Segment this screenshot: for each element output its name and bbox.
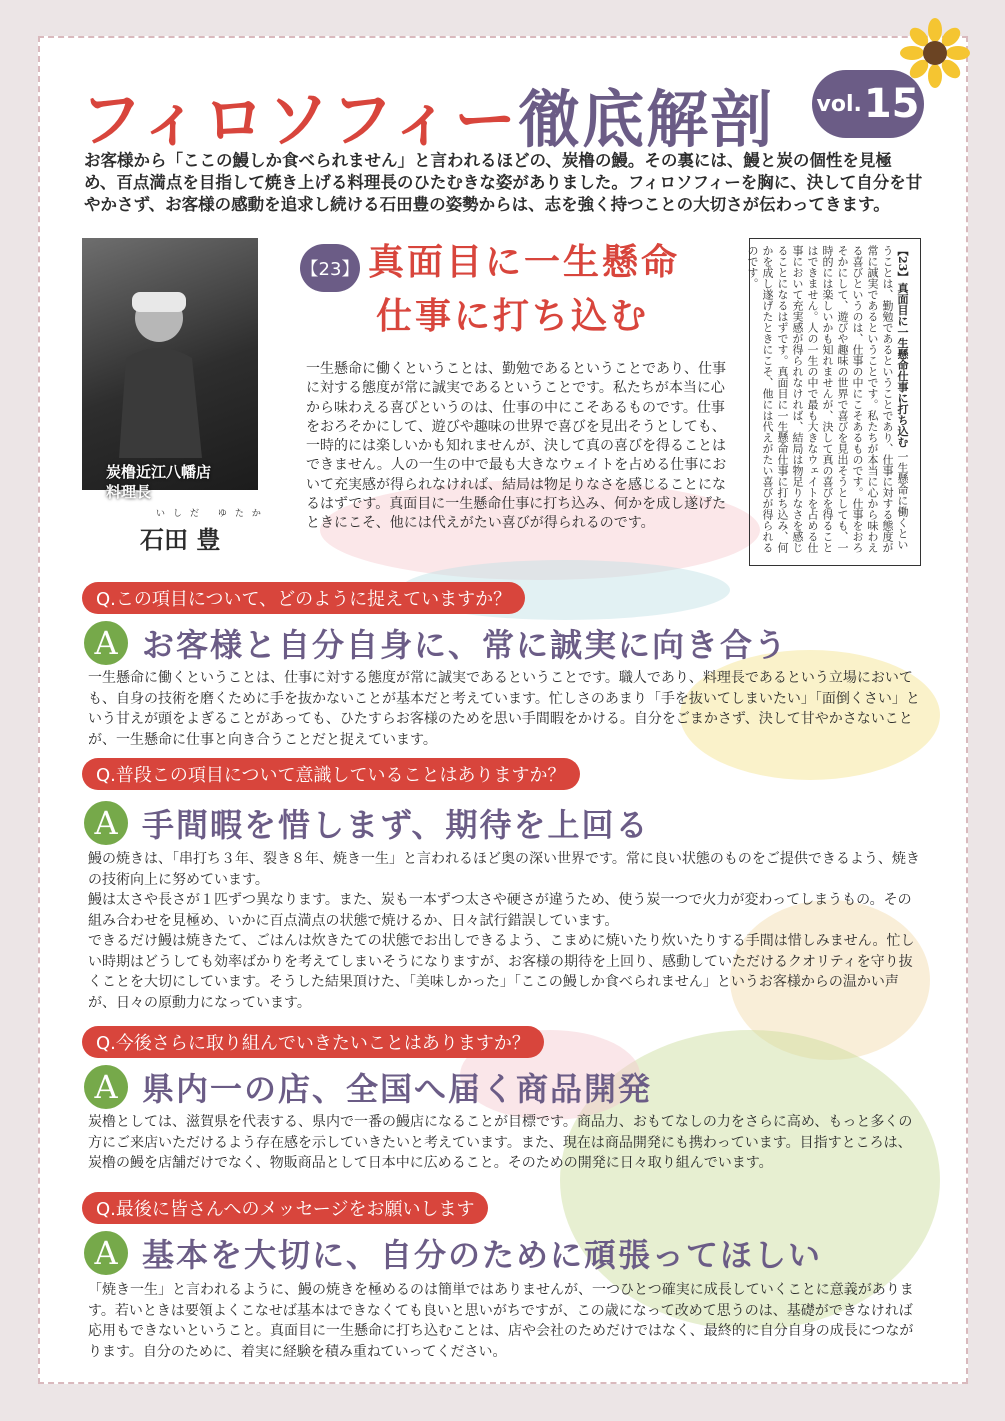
answer-mark: A bbox=[84, 1231, 128, 1275]
answer-4-title: 基本を大切に、自分のために頑張ってほしい bbox=[142, 1236, 823, 1274]
intro-text: お客様から「ここの鰻しか食べられません」と言われるほどの、炭橹の鰻。その裏には、鰻と炭の個性を見極め、百点満点を目指して焼き上げる料理長のひたむきな姿がありました。フィロソフィーを胸に、決して自分を甘やかさず、お客様の感動を追求し続ける石田豊の姿勢からは、志を強く持つことの大切さが伝わってきます。 bbox=[84, 151, 923, 214]
answer-3-body: 炭橹としては、滋賀県を代表する、県内で一番の鰻店になることが目標です。商品力、おもてなしの力をさらに高め、もっと多くの方にご来店いただけるよう存在感を示していきたいと考えています。また、現在は商品開発にも携わっています。目指すところは、炭橹の鰻を店舗だけでなく、物販商品として日本中に広めること。そのための開発に日々取り組んでいます。 bbox=[88, 1114, 913, 1171]
chef-silhouette bbox=[114, 278, 204, 458]
philosophy-number: 【23】 bbox=[300, 244, 360, 292]
answer-1-heading bbox=[84, 620, 788, 666]
vol-prefix: vol. bbox=[816, 91, 862, 117]
philosophy-vertical-box bbox=[746, 238, 921, 566]
photo-caption bbox=[106, 462, 211, 502]
title-accent: 徹底解剖 bbox=[518, 83, 775, 156]
answer-mark: A bbox=[84, 1065, 128, 1109]
answer-2-heading bbox=[84, 800, 649, 846]
person-photo bbox=[82, 238, 258, 501]
page-title bbox=[80, 70, 774, 159]
question-4: Q.最後に皆さんへのメッセージをお願いします bbox=[82, 1192, 488, 1224]
answer-2-body: 鰻の焼きは、「串打ち３年、裂き８年、焼き一生」と言われるほど奥の深い世界です。常に良い状態のものをご提供できるよう、焼きの技術向上に努めています。 鰻は太さや長さが１匹ずつ異なります。また、炭も一本ずつ太さや硬さが違うため、使う炭一つで火力が変わってしまうもの。その組み合わせを見極め、いかに百点満点の状態で焼けるか、日々試行錯誤しています。 できるだけ鰻は焼きたて、ごはんは炊きたての状態でお出しできるよう、こまめに焼いたり炊いたりする手間は惜しみません。忙しい時期はどうしても効率ばかりを考えてしまいそうになりますが、お客様の期待を上回り、感動していただけるクオリティを守り抜くことを大切にしています。そうした結果頂けた、「美味しかった」「ここの鰻しか食べられません」というお客様からの温かい声が、日々の原動力になっています。 bbox=[88, 851, 920, 1011]
question-3: Q.今後さらに取り組んでいきたいことはありますか？ bbox=[82, 1026, 544, 1058]
answer-2-title: 手間暇を惜しまず、期待を上回る bbox=[142, 806, 650, 844]
vertical-box-body: 一生懸命に働くということは、勤勉であるということであり、仕事に対する態度が常に誠実であるということです。私たちが本当に心から味わえる喜びというのは、仕事の中にこそあるものです。仕事をおろそかにして、遊びや趣味の世界で喜びを見出そうとしても、一時的には楽しいかも知れませんが、決して真の喜びを得ることはできません。人の一生の中で最も大きなウェイトを占める仕事において充実感が得られなければ、結局は物足りなさを感じることになるはずです。真面目に一生懸命仕事に打ち込み、何かを成し遂げたときにこそ、他には代えがたい喜びが得られるのです。 bbox=[746, 245, 909, 553]
heading-line1: 真面目に一生懸命 bbox=[368, 242, 681, 283]
volume-badge bbox=[812, 70, 924, 138]
answer-3-heading bbox=[84, 1064, 652, 1110]
answer-mark: A bbox=[84, 621, 128, 665]
title-main: フィロソフィー bbox=[80, 83, 519, 156]
philosophy-body: 一生懸命に働くということは、勤勉であるということであり、仕事に対する態度が常に誠実であるということです。私たちが本当に心から味わえる喜びというのは、仕事の中にこそあるものです。仕事をおろそかにして、遊びや趣味の世界で喜びを見出そうとしても、一時的には楽しいかも知れませんが、決して真の喜びを得ることはできません。人の一生の中で最も大きなウェイトを占める仕事において充実感が得られなければ、結局は物足りなさを感じることになるはずです。真面目に一生懸命仕事に打ち込み、何かを成し遂げたときにこそ、他には代えがたい喜びが得られるのです。 bbox=[306, 361, 727, 532]
answer-mark: A bbox=[84, 801, 128, 845]
answer-4-body: 「焼き一生」と言われるように、鰻の焼きを極めるのは簡単ではありませんが、一つひとつ確実に成長していくことに意義があります。若いときは要領よくこなせば基本はできなくても良いと思いがちですが、この歳になって改めて思うのは、基礎ができなければ応用もできないということ。真面目に一生懸命に打ち込むことは、店や会社のためだけではなく、最終的に自分自身の成長につながります。自分のために、着実に経験を積み重ねていってください。 bbox=[88, 1282, 914, 1360]
caption-store: 炭橹近江八幡店 bbox=[106, 463, 212, 481]
philosophy-heading bbox=[368, 236, 680, 344]
vertical-box-title: 【23】真面目に一生懸命仕事に打ち込む bbox=[896, 245, 909, 448]
question-1: Q.この項目について、どのように捉えていますか？ bbox=[82, 582, 525, 614]
heading-line2: 仕事に打ち込む bbox=[376, 296, 650, 337]
vol-number: 15 bbox=[863, 81, 920, 127]
answer-1-body: 一生懸命に働くということは、仕事に対する態度が常に誠実であるということです。職人であり、料理長であるという立場においても、自身の技術を磨くために手を抜かないことが基本だと考えています。忙しさのあまり「手を抜いてしまいたい」「面倒くさい」という甘えが頭をよぎることがあっても、ひたすらお客様のためを思い手間暇をかける。自分をごまかさず、決して甘やかさないことが、一生懸命に仕事と向き合うことだと捉えています。 bbox=[88, 670, 920, 748]
answer-1-title: お客様と自分自身に、常に誠実に向き合う bbox=[142, 626, 789, 664]
caption-role: 料理長 bbox=[106, 483, 152, 501]
person-name: 石田 豊 bbox=[140, 526, 221, 554]
question-2: Q.普段この項目について意識していることはありますか？ bbox=[82, 758, 580, 790]
answer-4-heading bbox=[84, 1230, 822, 1276]
answer-3-title: 県内一の店、全国へ届く商品開発 bbox=[142, 1070, 653, 1108]
name-ruby: いしだ ゆたか bbox=[156, 509, 269, 519]
